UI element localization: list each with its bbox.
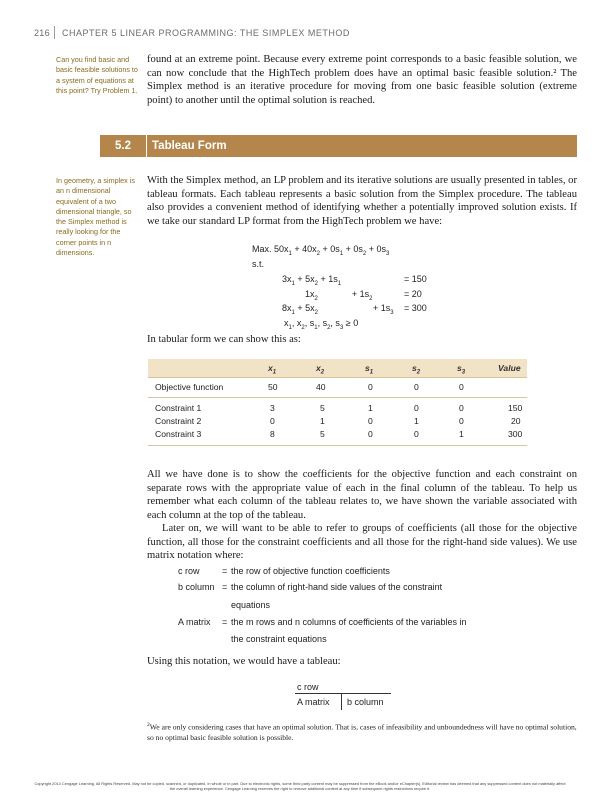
header-divider bbox=[54, 26, 55, 39]
constraint-2-x2: 1 bbox=[320, 416, 325, 426]
lp-constraint-1-rhs: = 150 bbox=[404, 274, 427, 284]
col-header-s1: $s_1$ bbox=[365, 363, 374, 376]
lp-subject-to: s.t. bbox=[252, 259, 265, 269]
intro-paragraph-text: found at an extreme point. Because every extreme point corresponds to a basic feasible solution, we can now conclude that the HighTech problem does have an optimal basic feasible solution.² The Simplex method is an iterative procedure for moving from one basic feasible solution (extreme point) to another until the optimal solution is reached. bbox=[147, 54, 577, 106]
table-rule-top bbox=[148, 377, 527, 378]
tableau-paragraph-text: With the Simplex method, an LP problem and its iterative solutions are usually presented in tables, or tableau formats. Each tableau represents a basic solution from the Simplex procedure. The tableau also provides a convenient method of identifying whether a potentially improved solution exists. If we take our standard LP format from the HighTech problem we have: bbox=[147, 175, 577, 227]
constraint-1-s3: 0 bbox=[459, 403, 464, 413]
section-divider bbox=[146, 135, 147, 157]
footnote-text: We are only considering cases that have an optimal solution. That is, cases of infeasibility and unboundedness will have no optimal solution, so no optimal basic feasible solution is possible. bbox=[147, 722, 577, 742]
section-number: 5.2 bbox=[115, 140, 131, 152]
objective-cell-x1: 50 bbox=[268, 382, 278, 392]
table-rule-middle bbox=[148, 397, 527, 398]
definition-b-column-text-1: the column of right-hand side values of the constraint bbox=[231, 582, 443, 592]
col-header-s2: $s_2$ bbox=[412, 363, 421, 376]
constraint-1-x1: 3 bbox=[270, 403, 275, 413]
definition-c-row-term: c row bbox=[178, 566, 200, 576]
objective-cell-s1: 0 bbox=[368, 382, 373, 392]
lp-objective: Max. $50x_1 + 40x_2 + 0s_1 + 0s_2 + 0s_3$ bbox=[252, 244, 390, 257]
page-number: 216 bbox=[34, 28, 50, 38]
constraint-3-x2: 5 bbox=[320, 429, 325, 439]
paragraph-later bbox=[147, 522, 577, 563]
section-title: Tableau Form bbox=[152, 140, 227, 152]
col-header-x2: $x_2$ bbox=[316, 363, 325, 376]
lp-constraint-2-lhs: $1x_2 + 1s_2$ bbox=[305, 289, 373, 302]
constraint-2-s2: 1 bbox=[414, 416, 419, 426]
constraint-2-s1: 0 bbox=[368, 416, 373, 426]
paragraph-after-table bbox=[147, 468, 577, 522]
intro-paragraph bbox=[147, 53, 577, 107]
definition-c-row-eq: = bbox=[222, 566, 228, 576]
tableau-header-row bbox=[148, 359, 527, 377]
objective-cell-x2: 40 bbox=[316, 382, 326, 392]
lp-constraint-2-rhs: = 20 bbox=[404, 289, 422, 299]
objective-cell-s3: 0 bbox=[459, 382, 464, 392]
definition-b-column-text-2: equations bbox=[231, 600, 271, 610]
mini-tableau-vertical-rule bbox=[341, 694, 342, 710]
constraint-2-s3: 0 bbox=[459, 416, 464, 426]
copyright-notice: Copyright 2014 Cengage Learning. All Rights Reserved. May not be copied, scanned, or duplicated, in whole or in part. Due to electronic rights, some third party content may be suppressed from the eBook and/or eChapter(s). Editorial review has deemed that any suppressed content does not materially affect the overall learning experience. Cengage Learning reserves the right to remove additional content at any time if subsequent rights restrictions require it. bbox=[34, 781, 566, 791]
chapter-title: CHAPTER 5 LINEAR PROGRAMMING: THE SIMPLEX METHOD bbox=[62, 28, 350, 38]
paragraph-after-table-text: All we have done is to show the coefficients for the objective function and each constraint on separate rows with the appropriate value of each in the final column of the tableau. To help us remember what each column of the tableau relates to, we have shown the variable associated with each column at the top of the tableau. bbox=[147, 469, 577, 521]
definition-c-row-text: the row of objective function coefficients bbox=[231, 566, 390, 576]
mini-tableau-horizontal-rule bbox=[295, 693, 391, 694]
col-header-x1: $x_1$ bbox=[268, 363, 277, 376]
paragraph-later-text: Later on, we will want to be able to refer to groups of coefficients (all those for the objective function, all those for the constraint coefficients and all those for the right-hand side values). We use matrix notation where: bbox=[147, 523, 577, 562]
mini-tableau-c-row: c row bbox=[297, 682, 319, 692]
constraint-1-s2: 0 bbox=[414, 403, 419, 413]
tableau-paragraph bbox=[147, 174, 577, 228]
lp-nonnegativity: $x_1$, $x_2$, $s_1$, $s_2$, $s_3 \ge 0$ bbox=[284, 318, 359, 331]
col-header-value: Value bbox=[498, 363, 521, 373]
constraint-3-label: Constraint 3 bbox=[155, 429, 202, 439]
constraint-2-value: 20 bbox=[511, 416, 521, 426]
objective-row-label: Objective function bbox=[155, 382, 224, 392]
section-header bbox=[100, 135, 577, 157]
tabular-intro: In tabular form we can show this as: bbox=[147, 334, 301, 345]
constraint-2-x1: 0 bbox=[270, 416, 275, 426]
constraint-2-label: Constraint 2 bbox=[155, 416, 202, 426]
constraint-1-s1: 1 bbox=[368, 403, 373, 413]
constraint-3-s3: 1 bbox=[459, 429, 464, 439]
mini-tableau-a-matrix: A matrix bbox=[297, 697, 330, 707]
objective-cell-s2: 0 bbox=[414, 382, 419, 392]
margin-note-1: Can you find basic and basic feasible solutions to a system of equations at this point? Try Problem 1. bbox=[56, 55, 138, 95]
definition-a-matrix-eq: = bbox=[222, 617, 228, 627]
mini-tableau-b-column: b column bbox=[347, 697, 384, 707]
footnote bbox=[147, 720, 577, 743]
definition-a-matrix-text-2: the constraint equations bbox=[231, 634, 327, 644]
definition-b-column-eq: = bbox=[222, 582, 228, 592]
constraint-3-s2: 0 bbox=[414, 429, 419, 439]
constraint-3-s1: 0 bbox=[368, 429, 373, 439]
constraint-3-x1: 8 bbox=[270, 429, 275, 439]
lp-constraint-3-lhs: $8x_1 + 5x_2 + 1s_3$ bbox=[282, 303, 394, 316]
lp-constraint-1-lhs: $3x_1 + 5x_2 + 1s_1$ bbox=[282, 274, 342, 287]
constraint-1-x2: 5 bbox=[320, 403, 325, 413]
notation-intro: Using this notation, we would have a tableau: bbox=[147, 656, 341, 667]
constraint-1-value: 150 bbox=[508, 403, 523, 413]
definition-a-matrix-text-1: the m rows and n columns of coefficients of the variables in bbox=[231, 617, 467, 627]
definition-a-matrix-term: A matrix bbox=[178, 617, 211, 627]
constraint-3-value: 300 bbox=[508, 429, 523, 439]
constraint-1-label: Constraint 1 bbox=[155, 403, 202, 413]
lp-constraint-3-rhs: = 300 bbox=[404, 303, 427, 313]
footnote-marker: 2 bbox=[147, 722, 150, 728]
col-header-s3: $s_3$ bbox=[457, 363, 466, 376]
table-rule-bottom bbox=[148, 445, 527, 446]
definition-b-column-term: b column bbox=[178, 582, 215, 592]
margin-note-2: In geometry, a simplex is an n dimensional equivalent of a two dimensional triangle, so the Simplex method is really looking for the corner points in n dimensions. bbox=[56, 176, 135, 258]
